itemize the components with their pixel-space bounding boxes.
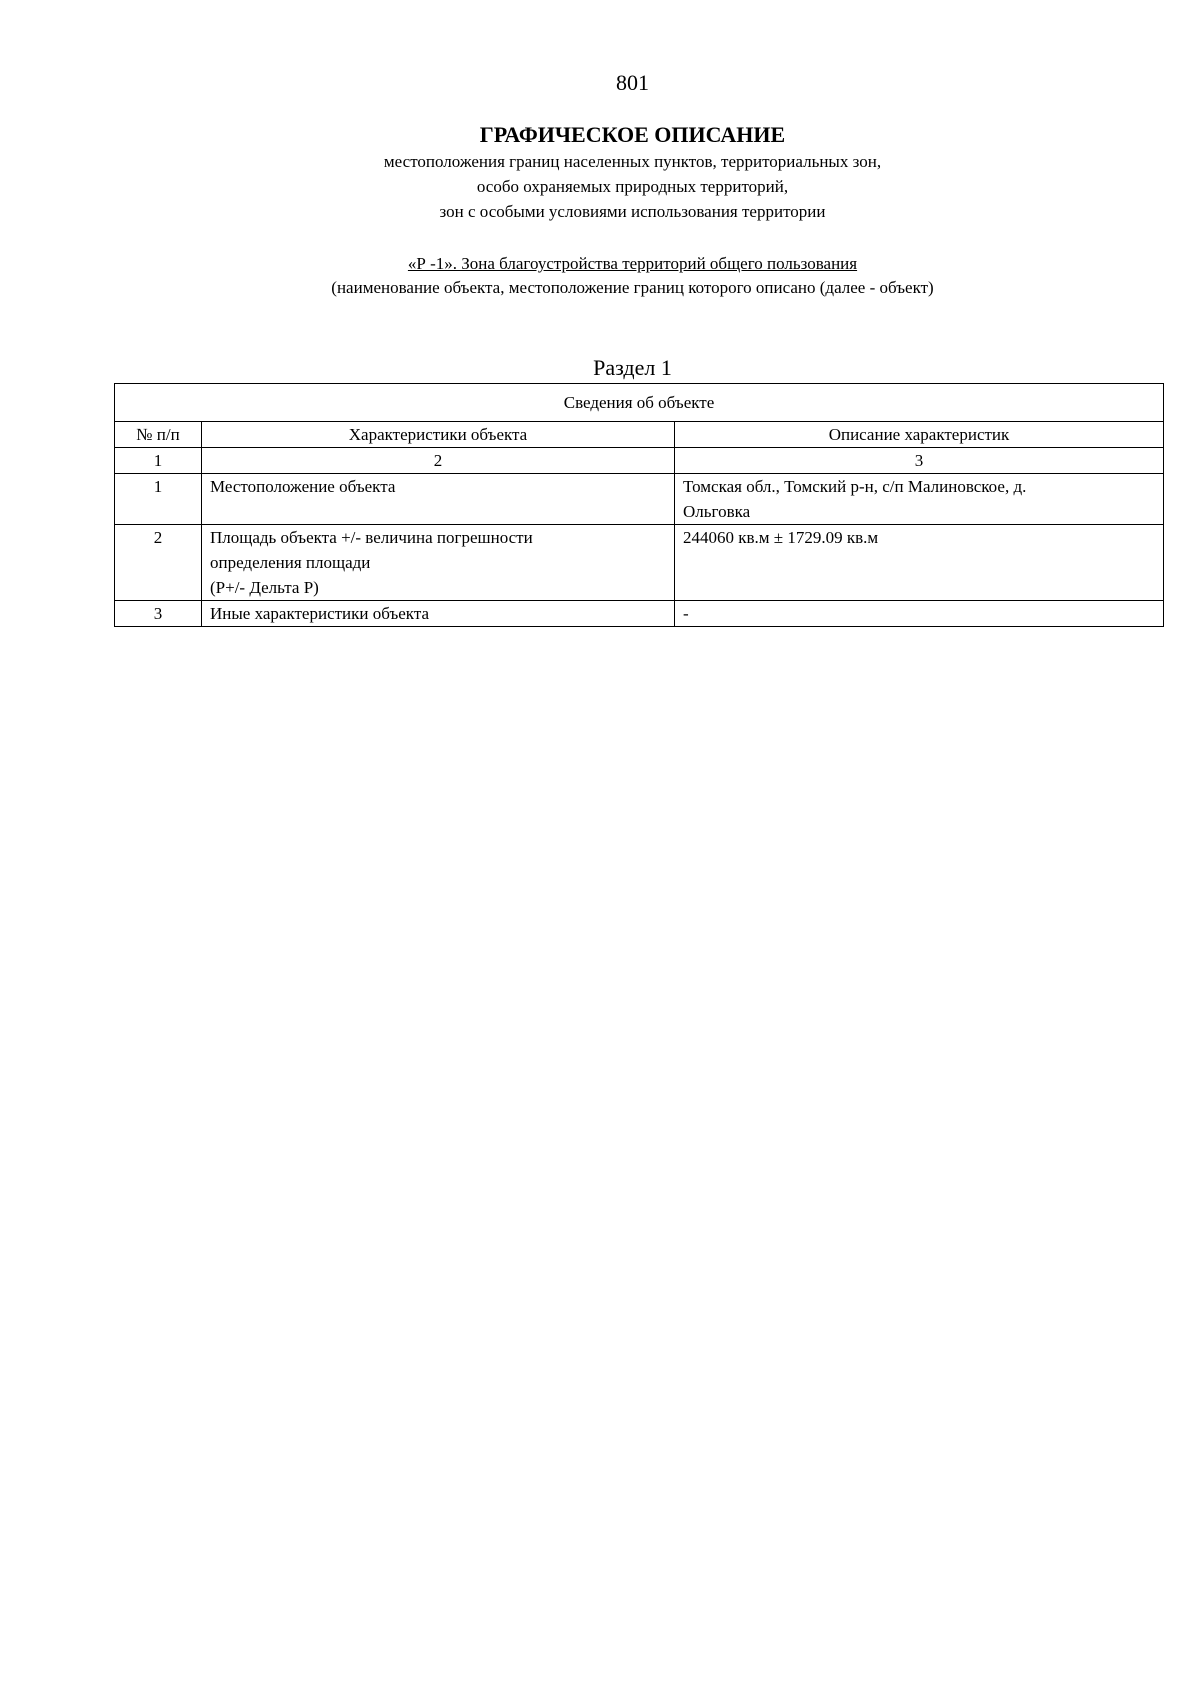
row-characteristic (202, 474, 675, 525)
table-caption: Сведения об объекте (115, 384, 1164, 422)
subtitle-line-2: особо охраняемых природных территорий, (476, 177, 789, 196)
document-title: ГРАФИЧЕСКОЕ ОПИСАНИЕ (479, 122, 786, 147)
cell-line: Площадь объекта +/- величина погрешности (210, 528, 533, 547)
section-title: Раздел 1 (593, 355, 672, 380)
cell-line: Томская обл., Томский р-н, с/п Малиновское, д. (683, 477, 1027, 496)
row-characteristic (202, 525, 675, 601)
column-number-row (115, 448, 1164, 474)
cell-line: Ольговка (683, 502, 751, 521)
column-number-3: 3 (675, 448, 1164, 474)
table-row (115, 601, 1164, 627)
cell-line: 244060 кв.м ± 1729.09 кв.м (683, 528, 879, 547)
header-num: № п/п (115, 422, 202, 448)
table-header-row (115, 422, 1164, 448)
row-num: 1 (115, 474, 202, 525)
subtitle-line-3: зон с особыми условиями использования территории (439, 202, 826, 221)
table-row (115, 474, 1164, 525)
object-caption: (наименование объекта, местоположение границ которого описано (далее - объект) (331, 278, 934, 297)
table-row (115, 525, 1164, 601)
table-caption-row (115, 384, 1164, 422)
row-description (675, 601, 1164, 627)
page-number: 801 (616, 70, 649, 95)
column-number-2: 2 (202, 448, 675, 474)
row-description (675, 474, 1164, 525)
subtitle-line-1: местоположения границ населенных пунктов, территориальных зон, (383, 152, 882, 171)
cell-line: - (683, 604, 689, 623)
row-num: 2 (115, 525, 202, 601)
object-name: «Р -1». Зона благоустройства территорий общего пользования (407, 254, 858, 273)
document-header (0, 121, 1200, 224)
cell-line: Иные характеристики объекта (210, 604, 430, 623)
row-description (675, 525, 1164, 601)
row-num: 3 (115, 601, 202, 627)
cell-line: Местоположение объекта (210, 477, 396, 496)
row-characteristic (202, 601, 675, 627)
object-info-table (114, 383, 1164, 627)
cell-line: (P+/- Дельта P) (210, 578, 319, 597)
header-description: Описание характеристик (675, 422, 1164, 448)
header-characteristic: Характеристики объекта (202, 422, 675, 448)
cell-line: определения площади (210, 553, 371, 572)
object-block (0, 252, 1200, 300)
column-number-1: 1 (115, 448, 202, 474)
